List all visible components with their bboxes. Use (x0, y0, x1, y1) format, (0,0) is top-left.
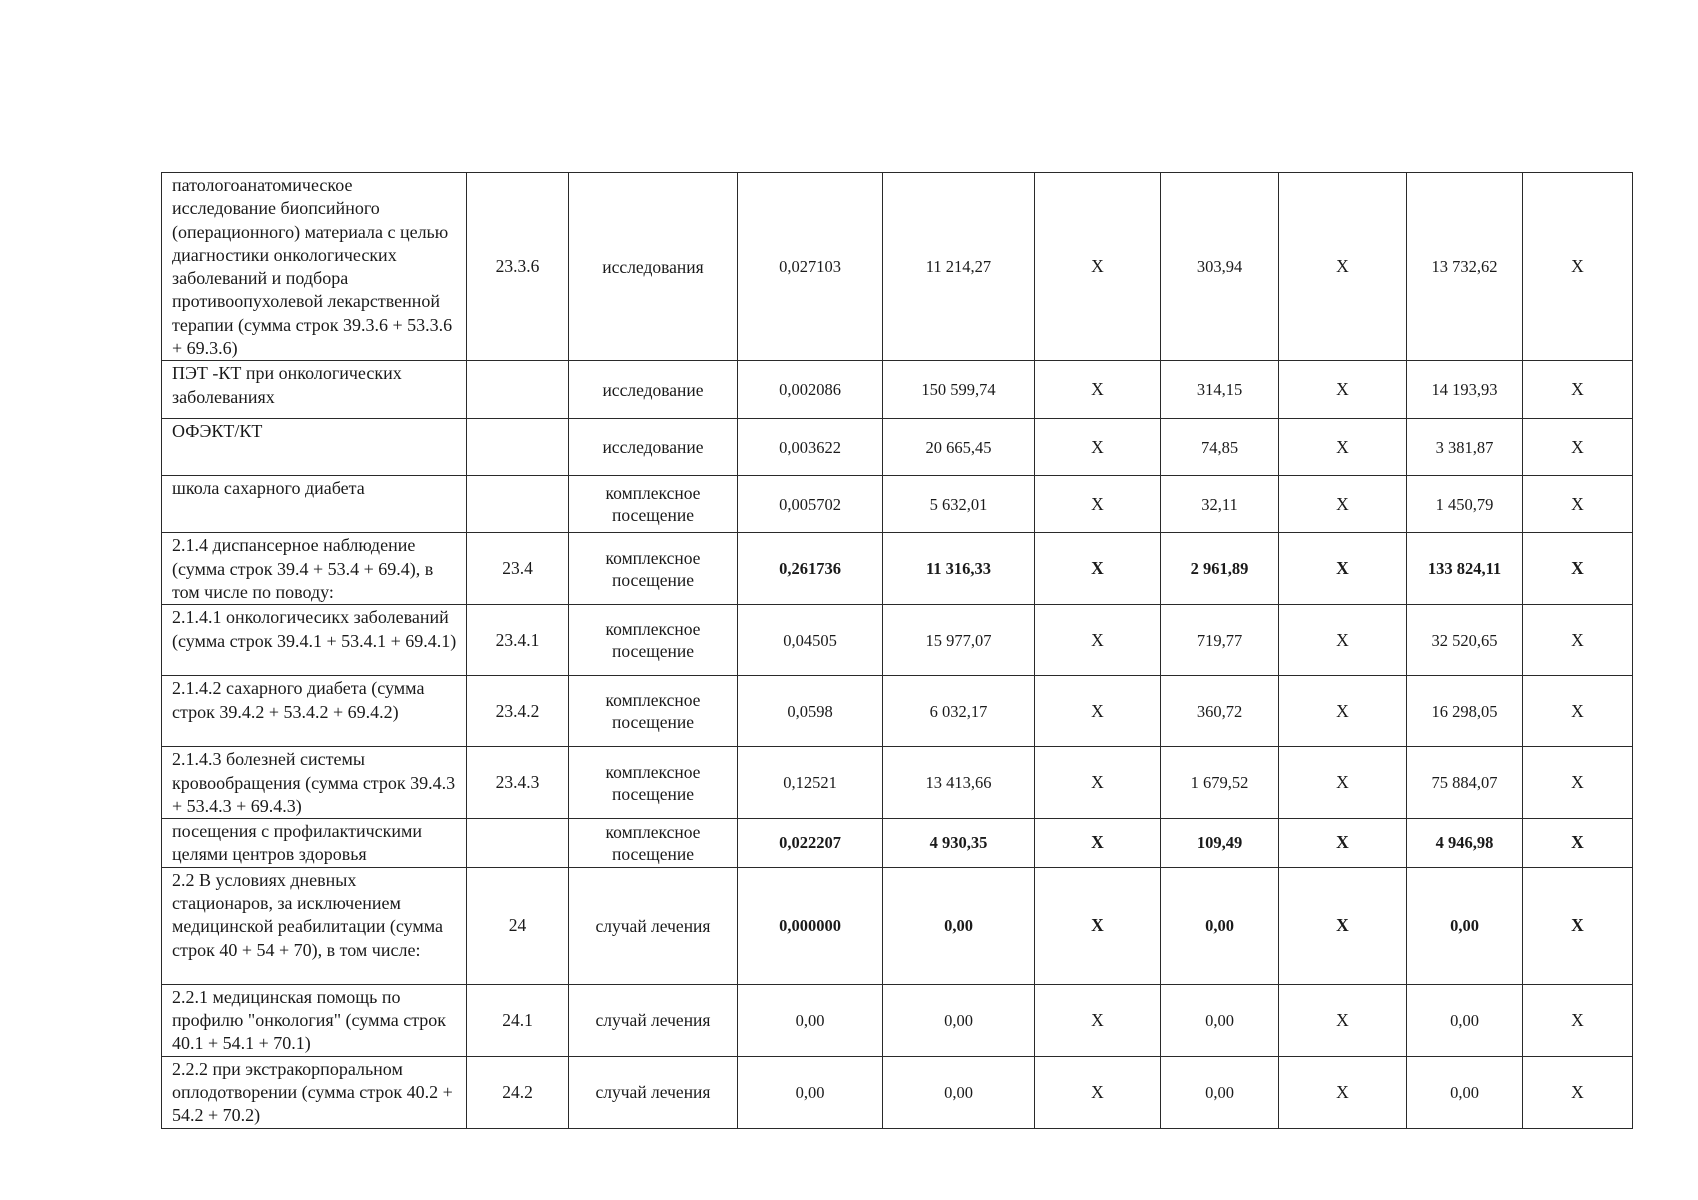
row-value-4: 32 520,65 (1407, 605, 1523, 676)
row-x-1: X (1035, 819, 1161, 868)
row-value-4: 0,00 (1407, 1056, 1523, 1128)
row-value-1: 0,0598 (738, 676, 883, 747)
table-row (162, 361, 1633, 419)
row-x-1: X (1035, 476, 1161, 533)
row-value-3: 1 679,52 (1161, 747, 1279, 819)
row-x-1: X (1035, 676, 1161, 747)
row-x-3: X (1523, 419, 1633, 476)
row-name: 2.2.2 при экстракорпоральном оплодотворении (сумма строк 40.2 + 54.2 + 70.2) (162, 1056, 467, 1128)
row-x-1: X (1035, 605, 1161, 676)
row-value-2: 11 316,33 (883, 533, 1035, 605)
row-value-4: 0,00 (1407, 867, 1523, 984)
row-value-1: 0,002086 (738, 361, 883, 419)
row-value-3: 32,11 (1161, 476, 1279, 533)
row-unit: исследование (569, 419, 738, 476)
row-x-1: X (1035, 747, 1161, 819)
table-row (162, 533, 1633, 605)
row-value-2: 15 977,07 (883, 605, 1035, 676)
table-body (162, 173, 1633, 1129)
row-value-3: 314,15 (1161, 361, 1279, 419)
row-code: 23.3.6 (467, 173, 569, 361)
row-value-3: 2 961,89 (1161, 533, 1279, 605)
row-value-4: 3 381,87 (1407, 419, 1523, 476)
row-x-3: X (1523, 747, 1633, 819)
row-name: 2.1.4 диспансерное наблюдение (сумма строк 39.4 + 53.4 + 69.4), в том числе по поводу: (162, 533, 467, 605)
row-x-3: X (1523, 476, 1633, 533)
row-value-4: 1 450,79 (1407, 476, 1523, 533)
row-value-4: 4 946,98 (1407, 819, 1523, 868)
row-value-3: 719,77 (1161, 605, 1279, 676)
table-row (162, 476, 1633, 533)
row-value-4: 13 732,62 (1407, 173, 1523, 361)
row-unit: исследование (569, 361, 738, 419)
row-x-2: X (1279, 476, 1407, 533)
row-name: 2.1.4.3 болезней системы кровообращения (сумма строк 39.4.3 + 53.4.3 + 69.4.3) (162, 747, 467, 819)
row-name: школа сахарного диабета (162, 476, 467, 533)
table-row (162, 1056, 1633, 1128)
row-code (467, 819, 569, 868)
row-value-2: 11 214,27 (883, 173, 1035, 361)
row-value-3: 0,00 (1161, 984, 1279, 1056)
row-value-1: 0,003622 (738, 419, 883, 476)
row-x-2: X (1279, 605, 1407, 676)
row-code: 24 (467, 867, 569, 984)
row-value-3: 0,00 (1161, 867, 1279, 984)
row-value-2: 5 632,01 (883, 476, 1035, 533)
table-row (162, 419, 1633, 476)
row-name: патологоанатомическое исследование биопсийного (операционного) материала с целью диагностики онкологических заболеваний и подбора противоопухолевой лекарственной терапии (сумма строк 39.3.6 + 53.3.6 + 69.3.6) (162, 173, 467, 361)
row-value-1: 0,261736 (738, 533, 883, 605)
row-x-1: X (1035, 984, 1161, 1056)
row-unit: комплексное посещение (569, 605, 738, 676)
row-value-1: 0,027103 (738, 173, 883, 361)
row-x-2: X (1279, 819, 1407, 868)
table-row (162, 819, 1633, 868)
table-row (162, 605, 1633, 676)
row-x-2: X (1279, 419, 1407, 476)
row-x-3: X (1523, 533, 1633, 605)
row-x-3: X (1523, 605, 1633, 676)
row-value-4: 133 824,11 (1407, 533, 1523, 605)
row-value-1: 0,005702 (738, 476, 883, 533)
row-value-3: 360,72 (1161, 676, 1279, 747)
table-row (162, 747, 1633, 819)
row-x-1: X (1035, 867, 1161, 984)
row-x-3: X (1523, 984, 1633, 1056)
row-value-1: 0,00 (738, 984, 883, 1056)
row-unit: случай лечения (569, 1056, 738, 1128)
row-value-2: 0,00 (883, 1056, 1035, 1128)
row-x-1: X (1035, 533, 1161, 605)
row-value-2: 0,00 (883, 867, 1035, 984)
row-name: 2.1.4.2 сахарного диабета (сумма строк 39.4.2 + 53.4.2 + 69.4.2) (162, 676, 467, 747)
row-x-2: X (1279, 867, 1407, 984)
row-value-2: 0,00 (883, 984, 1035, 1056)
row-x-2: X (1279, 361, 1407, 419)
row-value-3: 303,94 (1161, 173, 1279, 361)
row-unit: исследования (569, 173, 738, 361)
row-unit: случай лечения (569, 867, 738, 984)
row-code: 24.2 (467, 1056, 569, 1128)
row-value-2: 150 599,74 (883, 361, 1035, 419)
row-x-3: X (1523, 819, 1633, 868)
row-code (467, 361, 569, 419)
row-code: 23.4.3 (467, 747, 569, 819)
row-name: ПЭТ -КТ при онкологических заболеваниях (162, 361, 467, 419)
row-unit: случай лечения (569, 984, 738, 1056)
row-x-1: X (1035, 361, 1161, 419)
table-row (162, 984, 1633, 1056)
row-x-2: X (1279, 676, 1407, 747)
row-x-1: X (1035, 1056, 1161, 1128)
row-x-3: X (1523, 676, 1633, 747)
row-x-2: X (1279, 747, 1407, 819)
row-value-2: 20 665,45 (883, 419, 1035, 476)
row-value-1: 0,000000 (738, 867, 883, 984)
row-value-1: 0,12521 (738, 747, 883, 819)
row-x-1: X (1035, 173, 1161, 361)
row-value-2: 13 413,66 (883, 747, 1035, 819)
row-name: ОФЭКТ/КТ (162, 419, 467, 476)
row-name: 2.1.4.1 онкологичесикх заболеваний (сумма строк 39.4.1 + 53.4.1 + 69.4.1) (162, 605, 467, 676)
table-row (162, 173, 1633, 361)
row-unit: комплексное посещение (569, 676, 738, 747)
row-x-3: X (1523, 867, 1633, 984)
row-unit: комплексное посещение (569, 476, 738, 533)
row-value-3: 74,85 (1161, 419, 1279, 476)
row-value-4: 14 193,93 (1407, 361, 1523, 419)
row-x-3: X (1523, 1056, 1633, 1128)
row-x-3: X (1523, 361, 1633, 419)
row-unit: комплексное посещение (569, 819, 738, 868)
row-x-2: X (1279, 1056, 1407, 1128)
row-value-2: 4 930,35 (883, 819, 1035, 868)
row-code: 23.4 (467, 533, 569, 605)
row-code: 23.4.1 (467, 605, 569, 676)
row-name: посещения с профилактичскими целями центров здоровья (162, 819, 467, 868)
row-value-3: 0,00 (1161, 1056, 1279, 1128)
row-x-2: X (1279, 984, 1407, 1056)
data-table (161, 172, 1633, 1129)
row-value-1: 0,04505 (738, 605, 883, 676)
row-value-1: 0,022207 (738, 819, 883, 868)
row-x-1: X (1035, 419, 1161, 476)
row-value-1: 0,00 (738, 1056, 883, 1128)
row-name: 2.2 В условиях дневных стационаров, за исключением медицинской реабилитации (сумма строк 40 + 54 + 70), в том числе: (162, 867, 467, 984)
row-unit: комплексное посещение (569, 747, 738, 819)
row-value-2: 6 032,17 (883, 676, 1035, 747)
row-x-3: X (1523, 173, 1633, 361)
row-value-4: 0,00 (1407, 984, 1523, 1056)
row-name: 2.2.1 медицинская помощь по профилю "онкология" (сумма строк 40.1 + 54.1 + 70.1) (162, 984, 467, 1056)
table-row (162, 676, 1633, 747)
row-code (467, 476, 569, 533)
table-row (162, 867, 1633, 984)
row-unit: комплексное посещение (569, 533, 738, 605)
row-value-3: 109,49 (1161, 819, 1279, 868)
row-value-4: 16 298,05 (1407, 676, 1523, 747)
row-code: 24.1 (467, 984, 569, 1056)
row-x-2: X (1279, 173, 1407, 361)
row-code: 23.4.2 (467, 676, 569, 747)
row-value-4: 75 884,07 (1407, 747, 1523, 819)
row-x-2: X (1279, 533, 1407, 605)
row-code (467, 419, 569, 476)
